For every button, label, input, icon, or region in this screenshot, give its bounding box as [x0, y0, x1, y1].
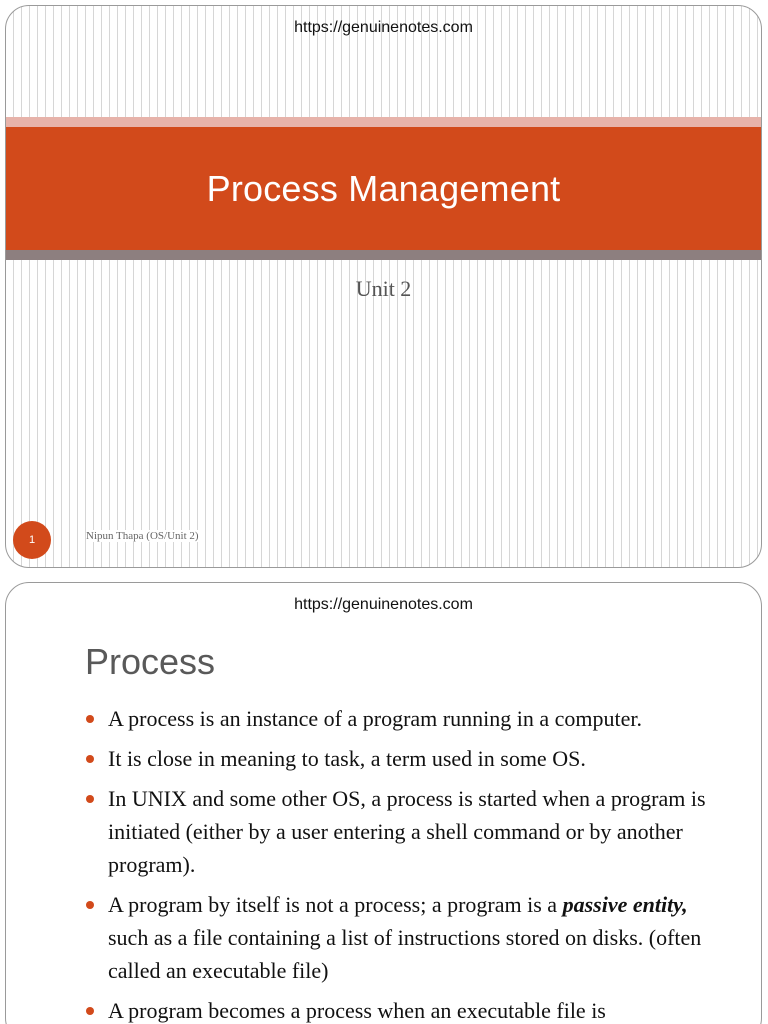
slide-title: Process Management [206, 167, 561, 209]
title-band [6, 127, 761, 250]
bullet-dot-icon [86, 1007, 94, 1015]
bullet-dot-icon [86, 715, 94, 723]
bullet-text-post: such as a file containing a list of instructions stored on disks. (often called an executable file) [108, 925, 702, 983]
bullet-text: It is close in meaning to task, a term used in some OS. [108, 746, 586, 771]
bullet-list [86, 702, 726, 1024]
slide-footer: Nipun Thapa (OS/Unit 2) [86, 530, 199, 542]
bullet-item [86, 888, 726, 987]
bullet-emphasis: passive entity, [562, 892, 688, 917]
bullet-item [86, 994, 726, 1024]
bullet-dot-icon [86, 795, 94, 803]
site-url: https://genuinenotes.com [294, 596, 473, 613]
slide-subtitle: Unit 2 [355, 276, 412, 301]
bullet-dot-icon [86, 755, 94, 763]
bullet-text-pre: A program by itself is not a process; a program is a [108, 892, 563, 917]
bullet-item [86, 742, 726, 775]
bullet-text: A program becomes a process when an executable file is [108, 998, 606, 1023]
site-url: https://genuinenotes.com [294, 19, 473, 36]
bullet-item [86, 702, 726, 735]
title-slide [5, 5, 762, 568]
title-band-bottom-stripe [6, 250, 761, 260]
content-slide [5, 582, 762, 1024]
slide-number-badge: 1 [13, 521, 51, 559]
bullet-text: A process is an instance of a program running in a computer. [108, 706, 642, 731]
title-band-top-stripe [6, 117, 761, 127]
bullet-dot-icon [86, 901, 94, 909]
bullet-item [86, 782, 726, 881]
bullet-text: In UNIX and some other OS, a process is started when a program is initiated (either by a user entering a shell command or by another program). [108, 786, 706, 877]
slide-heading: Process [85, 641, 216, 682]
